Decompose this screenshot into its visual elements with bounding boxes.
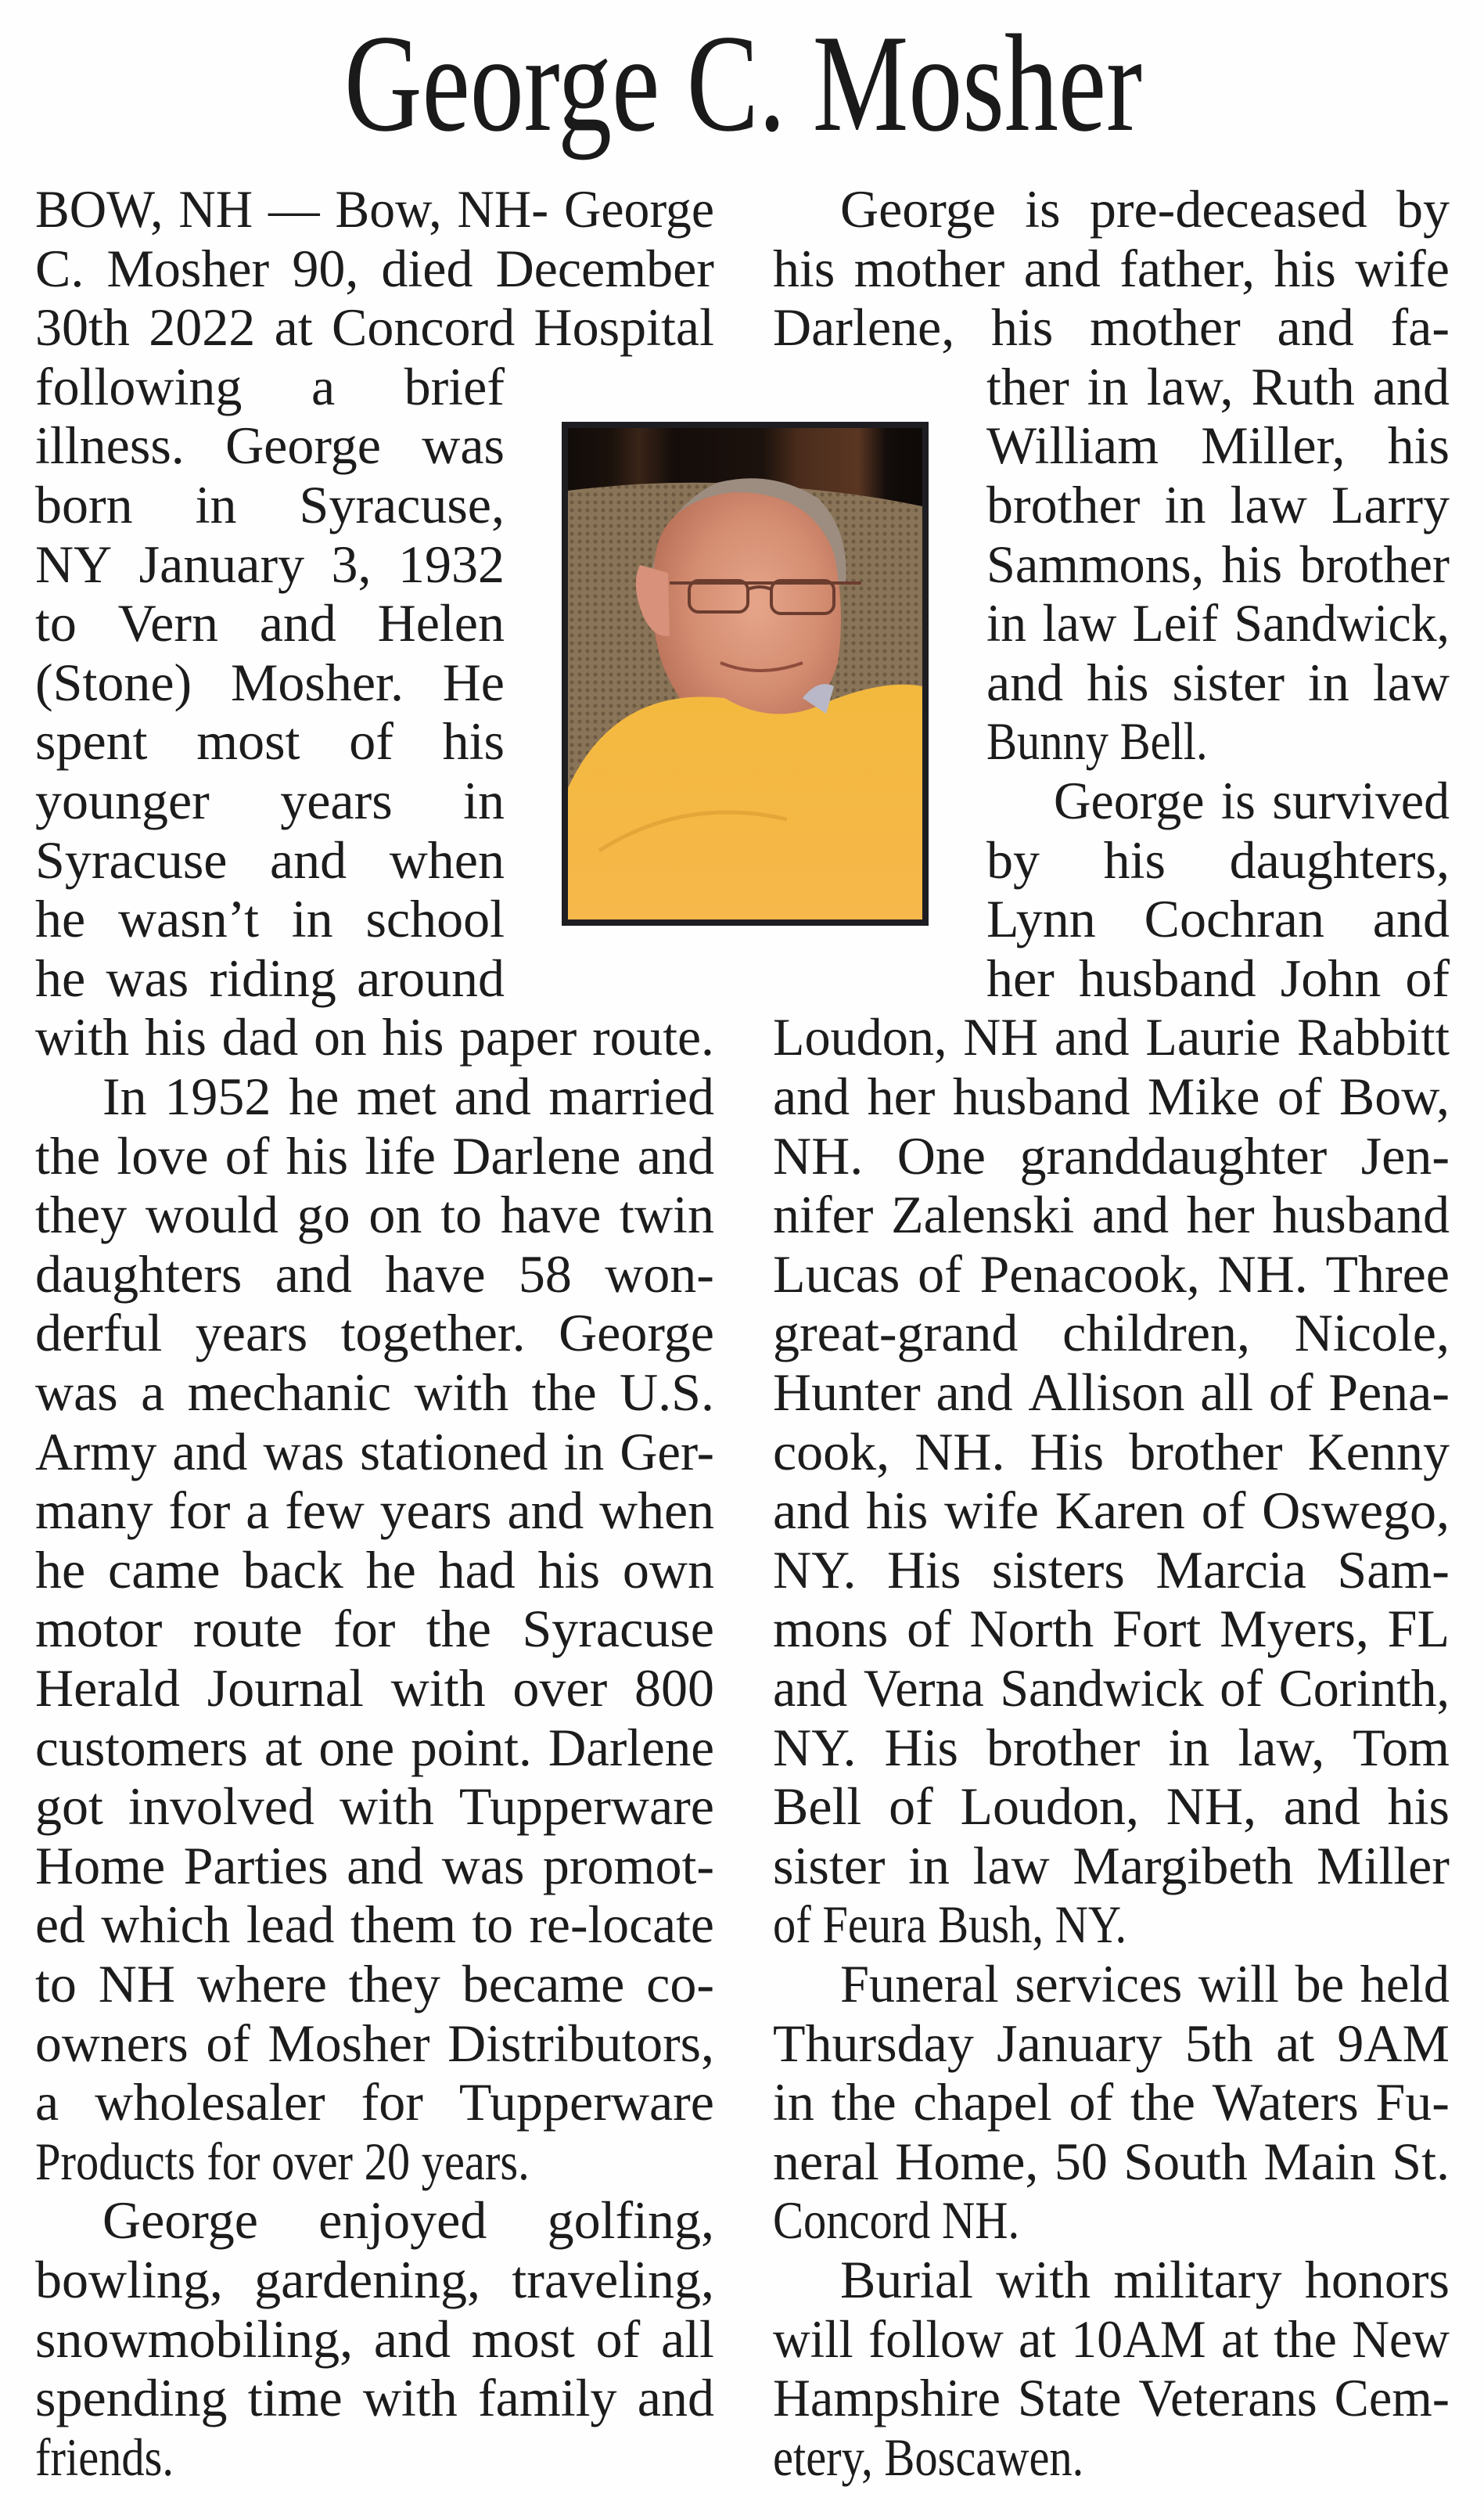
text-line: Products for over 20 years. [35, 2131, 530, 2191]
text-line: sister in law Margibeth Miller [773, 1835, 1450, 1895]
text-line: Hampshire State Veterans Cem- [773, 2368, 1450, 2428]
text-line: Darlene, his mother and fa- [773, 297, 1450, 358]
text-line: ed which lead them to re-locate [35, 1895, 714, 1955]
text-line: and Verna Sandwick of Corinth, [773, 1658, 1450, 1718]
portrait-image [568, 428, 922, 919]
text-line: spending time with family and [35, 2368, 714, 2428]
text-line: BOW, NH — Bow, NH- George [35, 179, 714, 239]
text-line: customers at one point. Darlene [35, 1717, 714, 1777]
text-line: great-grand children, Nicole, [773, 1303, 1450, 1363]
text-line: Lynn Cochran and [986, 889, 1450, 949]
obituary-heading [0, 0, 1484, 180]
text-line: friends. [35, 2427, 174, 2487]
text-line: and his sister in law [986, 652, 1450, 712]
text-line: of Feura Bush, NY. [773, 1895, 1127, 1955]
text-line: a wholesaler for Tupperware [35, 2072, 714, 2132]
text-line: younger years in [35, 771, 505, 830]
text-line: George enjoyed golfing, [102, 2190, 714, 2251]
text-line: he wasn’t in school [35, 889, 505, 949]
text-line: in law Leif Sandwick, [986, 593, 1450, 653]
text-line: Lucas of Penacook, NH. Three [773, 1243, 1450, 1304]
text-line: Bunny Bell. [986, 711, 1208, 772]
text-line: neral Home, 50 South Main St. [773, 2131, 1450, 2191]
text-line: motor route for the Syracuse [35, 1599, 714, 1659]
text-line: C. Mosher 90, died December [35, 238, 714, 298]
text-line: Herald Journal with over 800 [35, 1658, 714, 1718]
text-line: he was riding around [35, 948, 505, 1008]
text-line: the love of his life Darlene and [35, 1125, 714, 1186]
text-line: Thursday January 5th at 9AM [773, 2013, 1450, 2073]
text-line: and his wife Karen of Oswego, [773, 1481, 1450, 1541]
text-line: got involved with Tupperware [35, 1776, 714, 1837]
text-line: snowmobiling, and most of all [35, 2308, 714, 2369]
text-line: William Miller, his [986, 416, 1450, 476]
text-line: spent most of his [35, 711, 505, 772]
text-line: her husband John of [986, 948, 1450, 1008]
text-line: NH. One granddaughter Jen- [773, 1125, 1450, 1186]
text-line: Concord NH. [773, 2190, 1020, 2251]
text-line: will follow at 10AM at the New [773, 2308, 1450, 2369]
text-line: Burial with military honors [840, 2250, 1450, 2309]
text-line: born in Syracuse, [35, 475, 505, 534]
text-line: he came back he had his own [35, 1539, 714, 1600]
text-line: Bell of Loudon, NH, and his [773, 1776, 1450, 1837]
text-line: NY January 3, 1932 [35, 534, 505, 594]
text-line: and her husband Mike of Bow, [773, 1067, 1450, 1126]
text-line: 30th 2022 at Concord Hospital [35, 297, 714, 358]
text-line: Funeral services will be held [840, 1954, 1450, 2013]
text-line: many for a few years and when [35, 1481, 714, 1541]
text-line: nifer Zalenski and her husband [773, 1185, 1450, 1245]
text-line: illness. George was [35, 416, 505, 476]
text-line: Loudon, NH and Laurie Rabbitt [773, 1007, 1450, 1067]
text-line: (Stone) Mosher. He [35, 652, 505, 712]
text-line: brother in law Larry [986, 475, 1450, 534]
text-line: etery, Boscawen. [773, 2427, 1084, 2487]
obituary-title: George C. Mosher [344, 5, 1142, 160]
text-line: ther in law, Ruth and [986, 356, 1450, 416]
text-line: NY. His sisters Marcia Sam- [773, 1539, 1450, 1600]
text-line: they would go on to have twin [35, 1185, 714, 1245]
text-line: bowling, gardening, traveling, [35, 2250, 714, 2309]
text-line: Syracuse and when [35, 829, 505, 890]
text-line: George is pre-deceased by [840, 179, 1450, 239]
text-line: derful years together. George [35, 1303, 714, 1363]
text-line: George is survived [1054, 771, 1450, 830]
text-line: cook, NH. His brother Kenny [773, 1421, 1450, 1481]
text-line: Hunter and Allison all of Pena- [773, 1362, 1450, 1422]
text-line: with his dad on his paper route. [35, 1007, 714, 1067]
text-line: by his daughters, [986, 829, 1450, 890]
text-line: Sammons, his brother [986, 534, 1450, 594]
portrait-photo [562, 422, 929, 926]
text-line: mons of North Fort Myers, FL [773, 1599, 1450, 1659]
text-line: In 1952 he met and married [102, 1067, 714, 1126]
text-line: to Vern and Helen [35, 593, 505, 653]
text-line: Army and was stationed in Ger- [35, 1421, 714, 1481]
text-line: following a brief [35, 356, 505, 416]
text-line: to NH where they became co- [35, 1954, 714, 2013]
text-line: NY. His brother in law, Tom [773, 1717, 1450, 1777]
text-line: his mother and father, his wife [773, 238, 1450, 298]
text-line: in the chapel of the Waters Fu- [773, 2072, 1450, 2132]
text-line: owners of Mosher Distributors, [35, 2013, 714, 2073]
text-line: Home Parties and was promot- [35, 1835, 714, 1895]
text-line: was a mechanic with the U.S. [35, 1362, 714, 1422]
text-line: daughters and have 58 won- [35, 1243, 714, 1304]
